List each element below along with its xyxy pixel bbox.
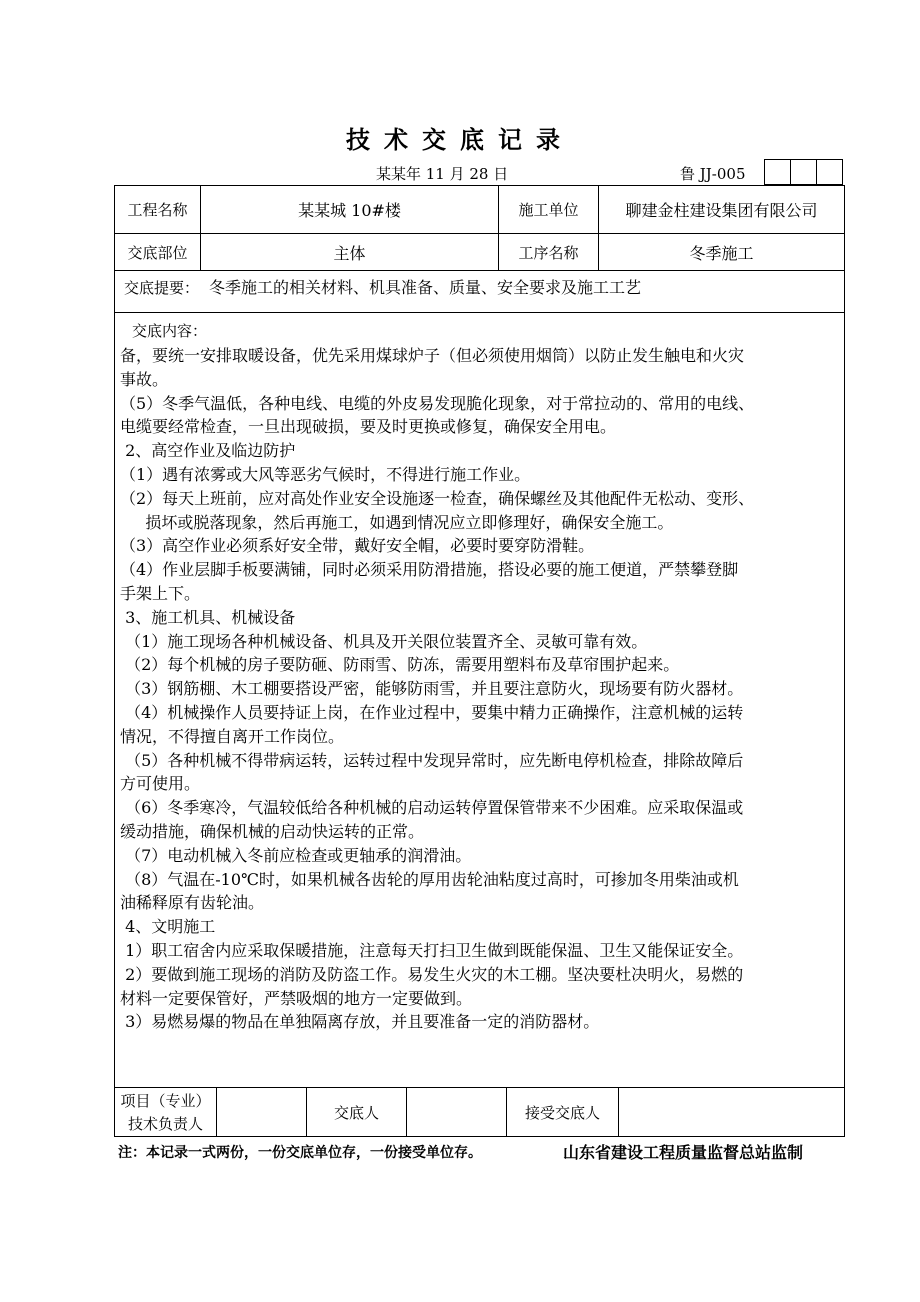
content-line: 事故。 [120, 369, 169, 389]
presenter-label: 交底人 [333, 1104, 379, 1122]
project-name-value[interactable]: 某某城 10#楼 [298, 201, 401, 220]
serial-box[interactable] [816, 159, 843, 185]
content-line: （4）机械操作人员要持证上岗，在作业过程中，要集中精力正确操作，注意机械的运转 [120, 702, 744, 722]
tech-lead-label-line: 技术负责人 [127, 1115, 203, 1133]
content-line: 方可使用。 [120, 774, 201, 794]
content-line: （4）作业层脚手板要满铺，同时必须采用防滑措施，搭设必要的施工便道，严禁攀登脚 [120, 560, 739, 580]
presenter-signature[interactable] [407, 1088, 506, 1137]
content-line: 备，要统一安排取暖设备，优先采用煤球炉子（但必须使用烟筒）以防止发生触电和火灾 [120, 346, 745, 365]
summary-row [124, 275, 641, 298]
supervising-agency: 山东省建设工程质量监督总站监制 [563, 1143, 804, 1162]
summary-label: 交底提要： [124, 279, 200, 297]
tech-lead-signature[interactable] [217, 1088, 306, 1137]
content-line: （1）施工现场各种机械设备、机具及开关限位装置齐全、灵敏可靠有效。 [120, 631, 648, 651]
content-line: 电缆要经常检查，一旦出现破损，要及时更换或修复，确保安全用电。 [120, 417, 617, 437]
part-label: 交底部位 [127, 243, 188, 262]
form-code: 鲁 JJ-005 [680, 165, 746, 183]
content-line: （8）气温在-10℃时，如果机械各齿轮的厚用齿轮油粘度过高时，可掺加冬用柴油或机 [120, 869, 739, 889]
construction-unit-value[interactable]: 聊建金柱建设集团有限公司 [625, 201, 818, 220]
tech-lead-label [115, 1090, 216, 1136]
construction-unit-label: 施工单位 [518, 201, 579, 219]
content-line: 2）要做到施工现场的消防及防盗工作。易发生火灾的木工棚。坚决要杜决明火，易燃的 [120, 964, 744, 984]
content-line: （3）钢筋棚、木工棚要搭设严密，能够防雨雪，并且要注意防火，现场要有防火器材。 [120, 679, 744, 699]
tech-lead-label-line: 项目（专业） [120, 1092, 211, 1110]
content-body [120, 344, 842, 1034]
content-line: 缓动措施，确保机械的启动快运转的正常。 [120, 821, 425, 841]
serial-number-boxes [765, 159, 843, 185]
process-label: 工序名称 [518, 243, 579, 262]
content-label: 交底内容： [132, 322, 208, 340]
content-line: （6）冬季寒冷，气温较低给各种机械的启动运转停置保管带来不少困难。应采取保温或 [120, 798, 744, 818]
content-line: 1）职工宿舍内应采取保暖措施，注意每天打扫卫生做到既能保温、卫生又能保证安全。 [120, 940, 744, 960]
summary-value[interactable]: 冬季施工的相关材料、机具准备、质量、安全要求及施工工艺 [209, 278, 642, 297]
content-line: 情况，不得擅自离开工作岗位。 [120, 726, 345, 746]
part-value[interactable]: 主体 [333, 243, 366, 263]
content-line: 4、文明施工 [120, 917, 216, 937]
content-line: （5）冬季气温低，各种电线、电缆的外皮易发现脆化现象，对于常拉动的、常用的电线、 [120, 393, 755, 413]
row-divider [114, 312, 845, 313]
serial-box[interactable] [790, 159, 817, 185]
content-line: 3）易燃易爆的物品在单独隔离存放，并且要准备一定的消防器材。 [120, 1012, 600, 1032]
content-line: （1）遇有浓雾或大风等恶劣气候时，不得进行施工作业。 [120, 464, 531, 484]
row-divider [114, 270, 845, 271]
receiver-label: 接受交底人 [524, 1104, 600, 1122]
content-line: （2）每天上班前，应对高处作业安全设施逐一检查，确保螺丝及其他配件无松动、变形、 [120, 488, 755, 508]
content-line: 手架上下。 [120, 583, 201, 603]
record-date: 某某年 11 月 28 日 [376, 165, 509, 183]
footer-note: 注：本记录一式两份，一份交底单位存，一份接受单位存。 [118, 1145, 482, 1161]
content-line: 损坏或脱落现象，然后再施工，如遇到情况应立即修理好，确保安全施工。 [120, 512, 674, 532]
page-title: 技术交底记录 [346, 125, 574, 154]
serial-box[interactable] [764, 159, 791, 185]
receiver-signature[interactable] [619, 1088, 844, 1137]
content-line: （5）各种机械不得带病运转，运转过程中发现异常时，应先断电停机检查，排除故障后 [120, 750, 744, 770]
content-line: 2、高空作业及临边防护 [120, 441, 296, 461]
content-line: （3）高空作业必须系好安全带，戴好安全帽，必要时要穿防滑鞋。 [120, 536, 595, 556]
content-line: 材料一定要保管好，严禁吸烟的地方一定要做到。 [120, 988, 473, 1008]
project-name-label: 工程名称 [127, 201, 188, 219]
content-line: 3、施工机具、机械设备 [120, 607, 296, 627]
process-value[interactable]: 冬季施工 [689, 243, 754, 263]
content-line: （7）电动机械入冬前应检查或更轴承的润滑油。 [120, 845, 472, 865]
content-line: （2）每个机械的房子要防砸、防雨雪、防冻，需要用塑料布及草帘围护起来。 [120, 655, 680, 675]
content-line: 油稀释原有齿轮油。 [120, 893, 265, 913]
